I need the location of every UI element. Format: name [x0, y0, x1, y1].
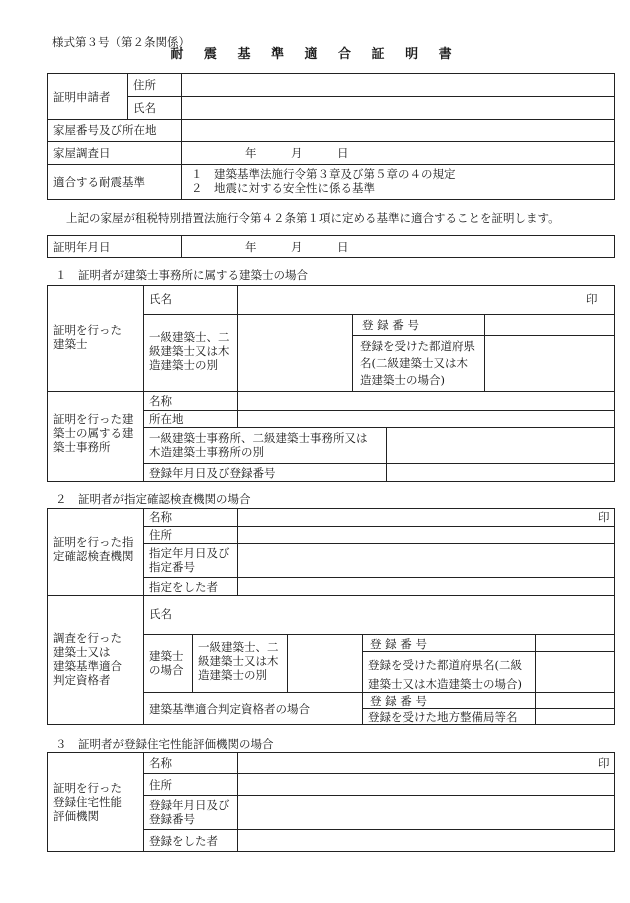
- agency-label: 証明を行った 登録住宅性能 評価機関: [53, 781, 122, 823]
- bureau-label: 登録を受けた地方整備局等名: [368, 710, 518, 724]
- standard-option-2: ２ 地震に対する安全性に係る基準: [191, 181, 375, 195]
- standard-label: 適合する耐震基準: [53, 175, 145, 189]
- pref-name-label: 登録を受けた都道府県名(二級 建築士又は木造建築士の場合): [368, 658, 522, 691]
- designation-label: 指定年月日及び 指定番号: [149, 546, 230, 574]
- office-label: 証明を行った建 築士の属する建 築士事務所: [53, 412, 134, 454]
- registration-label: 登録年月日及び 登録番号: [149, 798, 230, 826]
- architect-label: 証明を行った 建築士: [53, 323, 122, 351]
- cert-date-label: 証明年月日: [53, 240, 111, 254]
- pref-name-label: 登録を受けた都道府県 名(二級建築士又は木 造建築士の場合): [360, 339, 475, 387]
- agency-name-label: 名称: [149, 756, 172, 770]
- standard-option-1: １ 建築基準法施行令第３章及び第５章の４の規定: [191, 167, 456, 181]
- house-location-label: 家屋番号及び所在地: [53, 123, 157, 137]
- section3-heading: ３ 証明者が登録住宅性能評価機関の場合: [55, 737, 274, 751]
- section2-heading: ２ 証明者が指定確認検査機関の場合: [55, 492, 251, 506]
- judge-reg-label: 登 録 番 号: [370, 694, 427, 708]
- office-address-label: 所在地: [149, 412, 184, 426]
- architect-name-label: 氏名: [149, 292, 172, 306]
- seal-mark: 印: [598, 510, 610, 524]
- seal-mark: 印: [586, 292, 598, 306]
- architect-case-label: 建築士 の場合: [149, 649, 184, 677]
- page-title: 耐 震 基 準 適 合 証 明 書: [170, 47, 460, 62]
- applicant-name-label: 氏名: [133, 101, 156, 115]
- reg-number-label: 登 録 番 号: [362, 318, 419, 332]
- agency-address-label: 住所: [149, 778, 172, 792]
- applicant-address-label: 住所: [133, 78, 156, 92]
- office-type-label: 一級建築士事務所、二級建築士事務所又は 木造建築士事務所の別: [149, 431, 368, 459]
- license-type-label: 一級建築士、二 級建築士又は木 造建築士の別: [198, 640, 279, 682]
- agency-address-label: 住所: [149, 528, 172, 542]
- survey-date-value: 年 月 日: [245, 146, 349, 160]
- license-type-label: 一級建築士、二 級建築士又は木 造建築士の別: [149, 330, 230, 372]
- seal-mark: 印: [598, 756, 610, 770]
- applicant-label: 証明申請者: [53, 90, 111, 104]
- agency-name-label: 名称: [149, 510, 172, 524]
- cert-date-value: 年 月 日: [245, 240, 349, 254]
- section1-heading: １ 証明者が建築士事務所に属する建築士の場合: [55, 268, 308, 282]
- statement: 上記の家屋が租税特別措置法施行令第４２条第１項に定める基準に適合することを証明します。: [66, 211, 560, 225]
- office-reg-label: 登録年月日及び登録番号: [149, 466, 276, 480]
- reg-number-label: 登 録 番 号: [370, 637, 427, 651]
- designator-label: 指定をした者: [149, 580, 218, 594]
- inspector-label: 調査を行った 建築士又は 建築基準適合 判定資格者: [53, 631, 122, 687]
- form-number: 様式第３号（第２条関係）: [52, 35, 190, 49]
- judge-case-label: 建築基準適合判定資格者の場合: [149, 702, 310, 716]
- office-name-label: 名称: [149, 394, 172, 408]
- agency-label: 証明を行った指 定確認検査機関: [53, 535, 134, 563]
- inspector-name-label: 氏名: [149, 607, 172, 621]
- survey-date-label: 家屋調査日: [53, 146, 111, 160]
- registrar-label: 登録をした者: [149, 834, 218, 848]
